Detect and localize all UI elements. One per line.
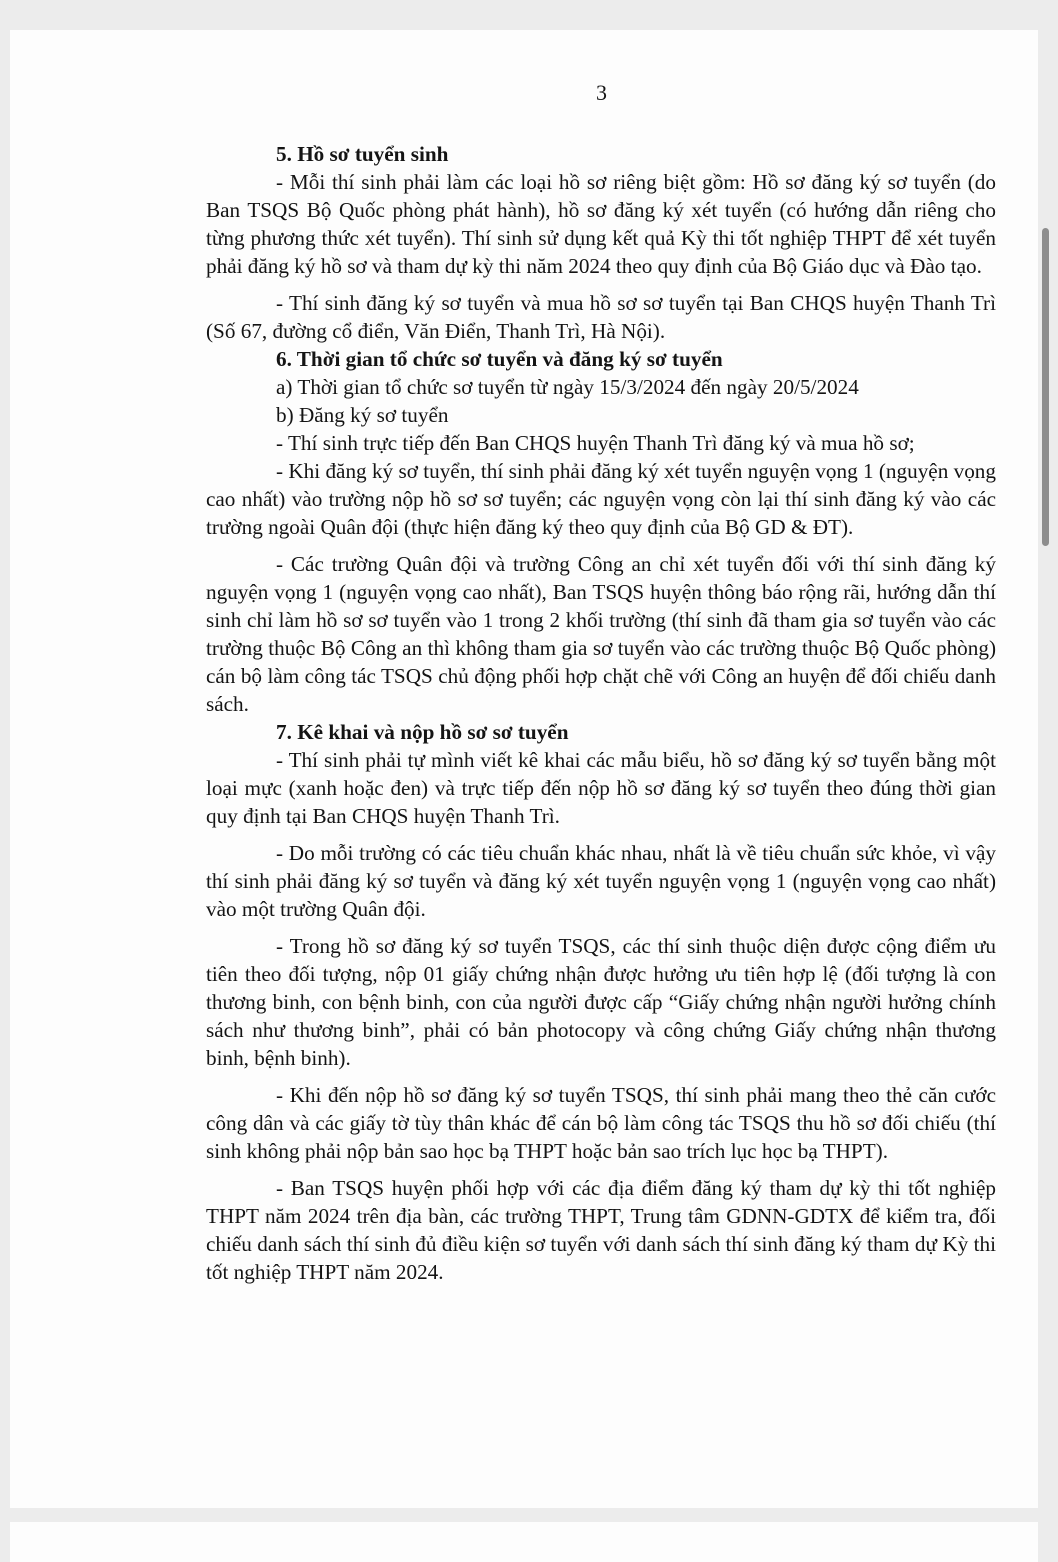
section-7-paragraph-5: - Ban TSQS huyện phối hợp với các địa điểm đăng ký tham dự kỳ thi tốt nghiệp THPT năm 2024 trên địa bàn, các trường THPT, Trung tâm GDNN-GDTX để kiểm tra, đối chiếu danh sách thí sinh đủ điều kiện sơ tuyển với danh sách thí sinh đăng ký tham dự Kỳ thi tốt nghiệp THPT năm 2024.: [206, 1176, 996, 1284]
section-6-paragraph-3: - Các trường Quân đội và trường Công an chỉ xét tuyển đối với thí sinh đăng ký nguyện vọng 1 (nguyện vọng cao nhất), Ban TSQS huyện thông báo rộng rãi, hướng dẫn thí sinh chỉ làm hồ sơ sơ tuyển vào 1 trong 2 khối trường (thí sinh đã tham gia sơ tuyển vào các trường thuộc Bộ Công an thì không tham gia sơ tuyển vào các trường thuộc Bộ Quốc phòng) cán bộ làm công tác TSQS chủ động phối hợp chặt chẽ với Công an huyện để đối chiếu danh sách.: [206, 552, 996, 716]
section-6-paragraph-2: - Khi đăng ký sơ tuyển, thí sinh phải đăng ký xét tuyển nguyện vọng 1 (nguyện vọng cao nhất) vào trường nộp hồ sơ sơ tuyển; các nguyện vọng còn lại thí sinh đăng ký vào các trường ngoài Quân đội (thực hiện đăng ký theo quy định của Bộ GD & ĐT).: [206, 459, 996, 539]
section-7-paragraph-1: - Thí sinh phải tự mình viết kê khai các mẫu biểu, hồ sơ đăng ký sơ tuyển bằng một loại mực (xanh hoặc đen) và trực tiếp đến nộp hồ sơ đăng ký sơ tuyển theo đúng thời gian quy định tại Ban CHQS huyện Thanh Trì.: [206, 748, 996, 828]
section-6-heading: 6. Thời gian tổ chức sơ tuyển và đăng ký sơ tuyển: [276, 347, 723, 371]
document-page: [10, 30, 1038, 1508]
section-7-heading: 7. Kê khai và nộp hồ sơ sơ tuyển: [276, 720, 569, 744]
section-7-paragraph-3: - Trong hồ sơ đăng ký sơ tuyển TSQS, các thí sinh thuộc diện được cộng điểm ưu tiên theo đối tượng, nộp 01 giấy chứng nhận được hưởng ưu tiên hợp lệ (đối tượng là con thương binh, con bệnh binh, con của người được cấp “Giấy chứng nhận người hưởng chính sách như thương binh”, phải có bản photocopy và công chứng Giấy chứng nhận thương binh, bệnh binh).: [206, 934, 996, 1070]
section-5-paragraph-2: - Thí sinh đăng ký sơ tuyển và mua hồ sơ sơ tuyển tại Ban CHQS huyện Thanh Trì (Số 67, đường cổ điển, Văn Điển, Thanh Trì, Hà Nội).: [206, 291, 996, 343]
page-number: 3: [596, 80, 607, 105]
section-6-paragraph-1: - Thí sinh trực tiếp đến Ban CHQS huyện Thanh Trì đăng ký và mua hồ sơ;: [276, 431, 915, 455]
section-5-heading: 5. Hồ sơ tuyển sinh: [276, 142, 449, 166]
section-6-item-a: a) Thời gian tổ chức sơ tuyển từ ngày 15/3/2024 đến ngày 20/5/2024: [276, 375, 859, 399]
next-page-edge: [10, 1522, 1038, 1562]
section-5-paragraph-1: - Mỗi thí sinh phải làm các loại hồ sơ riêng biệt gồm: Hồ sơ đăng ký sơ tuyển (do Ban TSQS Bộ Quốc phòng phát hành), hồ sơ đăng ký xét tuyển (có hướng dẫn riêng cho từng phương thức xét tuyển). Thí sinh sử dụng kết quả Kỳ thi tốt nghiệp THPT để xét tuyển phải đăng ký hồ sơ và tham dự kỳ thi năm 2024 theo quy định của Bộ Giáo dục và Đào tạo.: [206, 170, 996, 278]
section-7-paragraph-4: - Khi đến nộp hồ sơ đăng ký sơ tuyển TSQS, thí sinh phải mang theo thẻ căn cước công dân và các giấy tờ tùy thân khác để cán bộ làm công tác TSQS thu hồ sơ đối chiếu (thí sinh không phải nộp bản sao học bạ THPT hoặc bản sao trích lục học bạ THPT).: [206, 1083, 996, 1163]
scrollbar-thumb[interactable]: [1042, 228, 1049, 546]
section-7-paragraph-2: - Do mỗi trường có các tiêu chuẩn khác nhau, nhất là về tiêu chuẩn sức khỏe, vì vậy thí sinh phải đăng ký sơ tuyển và đăng ký xét tuyển nguyện vọng 1 (nguyện vọng cao nhất) vào một trường Quân đội.: [206, 841, 996, 921]
section-6-item-b: b) Đăng ký sơ tuyển: [276, 403, 449, 427]
document-body: [206, 140, 996, 1286]
